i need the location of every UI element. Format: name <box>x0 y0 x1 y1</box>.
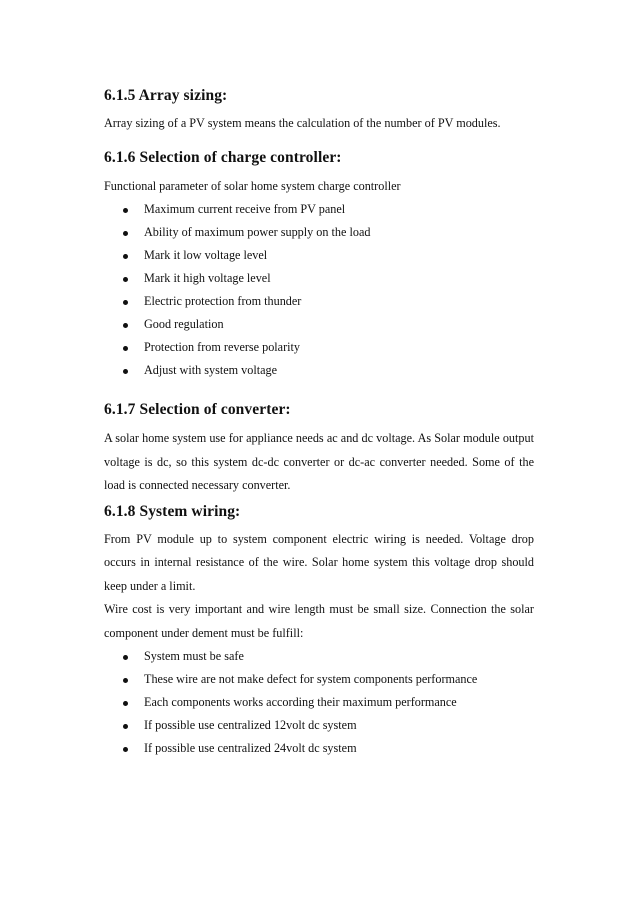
bullet-icon <box>123 369 128 374</box>
list-item: Protection from reverse polarity <box>104 336 534 359</box>
list-item: Mark it high voltage level <box>104 267 534 290</box>
bullet-icon <box>123 346 128 351</box>
bullet-icon <box>123 724 128 729</box>
heading-system-wiring: 6.1.8 System wiring: <box>104 502 241 520</box>
bullet-icon <box>123 277 128 282</box>
bullet-icon <box>123 323 128 328</box>
list-item: If possible use centralized 24volt dc system <box>104 737 534 760</box>
bullet-icon <box>123 655 128 660</box>
charge-controller-list <box>104 198 534 382</box>
list-item: Electric protection from thunder <box>104 290 534 313</box>
document-page <box>104 86 534 760</box>
paragraph-array-sizing: Array sizing of a PV system means the calculation of the number of PV modules. <box>104 116 501 130</box>
paragraph-charge-controller-intro: Functional parameter of solar home system charge controller <box>104 178 401 193</box>
list-item: If possible use centralized 12volt dc system <box>104 714 534 737</box>
bullet-icon <box>123 678 128 683</box>
bullet-icon <box>123 701 128 706</box>
bullet-icon <box>123 254 128 259</box>
bullet-icon <box>123 747 128 752</box>
list-item: Good regulation <box>104 313 534 336</box>
bullet-icon <box>123 300 128 305</box>
list-item: Maximum current receive from PV panel <box>104 198 534 221</box>
list-item: Mark it low voltage level <box>104 244 534 267</box>
list-item: Each components works according their maximum performance <box>104 691 534 714</box>
list-item: Ability of maximum power supply on the load <box>104 221 534 244</box>
system-wiring-list <box>104 645 534 760</box>
heading-array-sizing: 6.1.5 Array sizing: <box>104 87 228 104</box>
list-item: System must be safe <box>104 645 534 668</box>
bullet-icon <box>123 231 128 236</box>
bullet-icon <box>123 208 128 213</box>
paragraph-converter: A solar home system use for appliance needs ac and dc voltage. As Solar module output voltage is dc, so this system dc-dc converter or dc-ac converter needed. Some of the load is connected necessary converter. <box>104 431 534 492</box>
heading-converter: 6.1.7 Selection of converter: <box>104 401 291 418</box>
paragraph-system-wiring-1: From PV module up to system component electric wiring is needed. Voltage drop occurs in internal resistance of the wire. Solar home system this voltage drop should keep under a limit. <box>104 531 534 593</box>
list-item: These wire are not make defect for system components performance <box>104 668 534 691</box>
list-item: Adjust with system voltage <box>104 359 534 382</box>
paragraph-system-wiring-2: Wire cost is very important and wire length must be small size. Connection the solar component under dement must be fulfill: <box>104 602 534 640</box>
heading-charge-controller: 6.1.6 Selection of charge controller: <box>104 148 342 166</box>
